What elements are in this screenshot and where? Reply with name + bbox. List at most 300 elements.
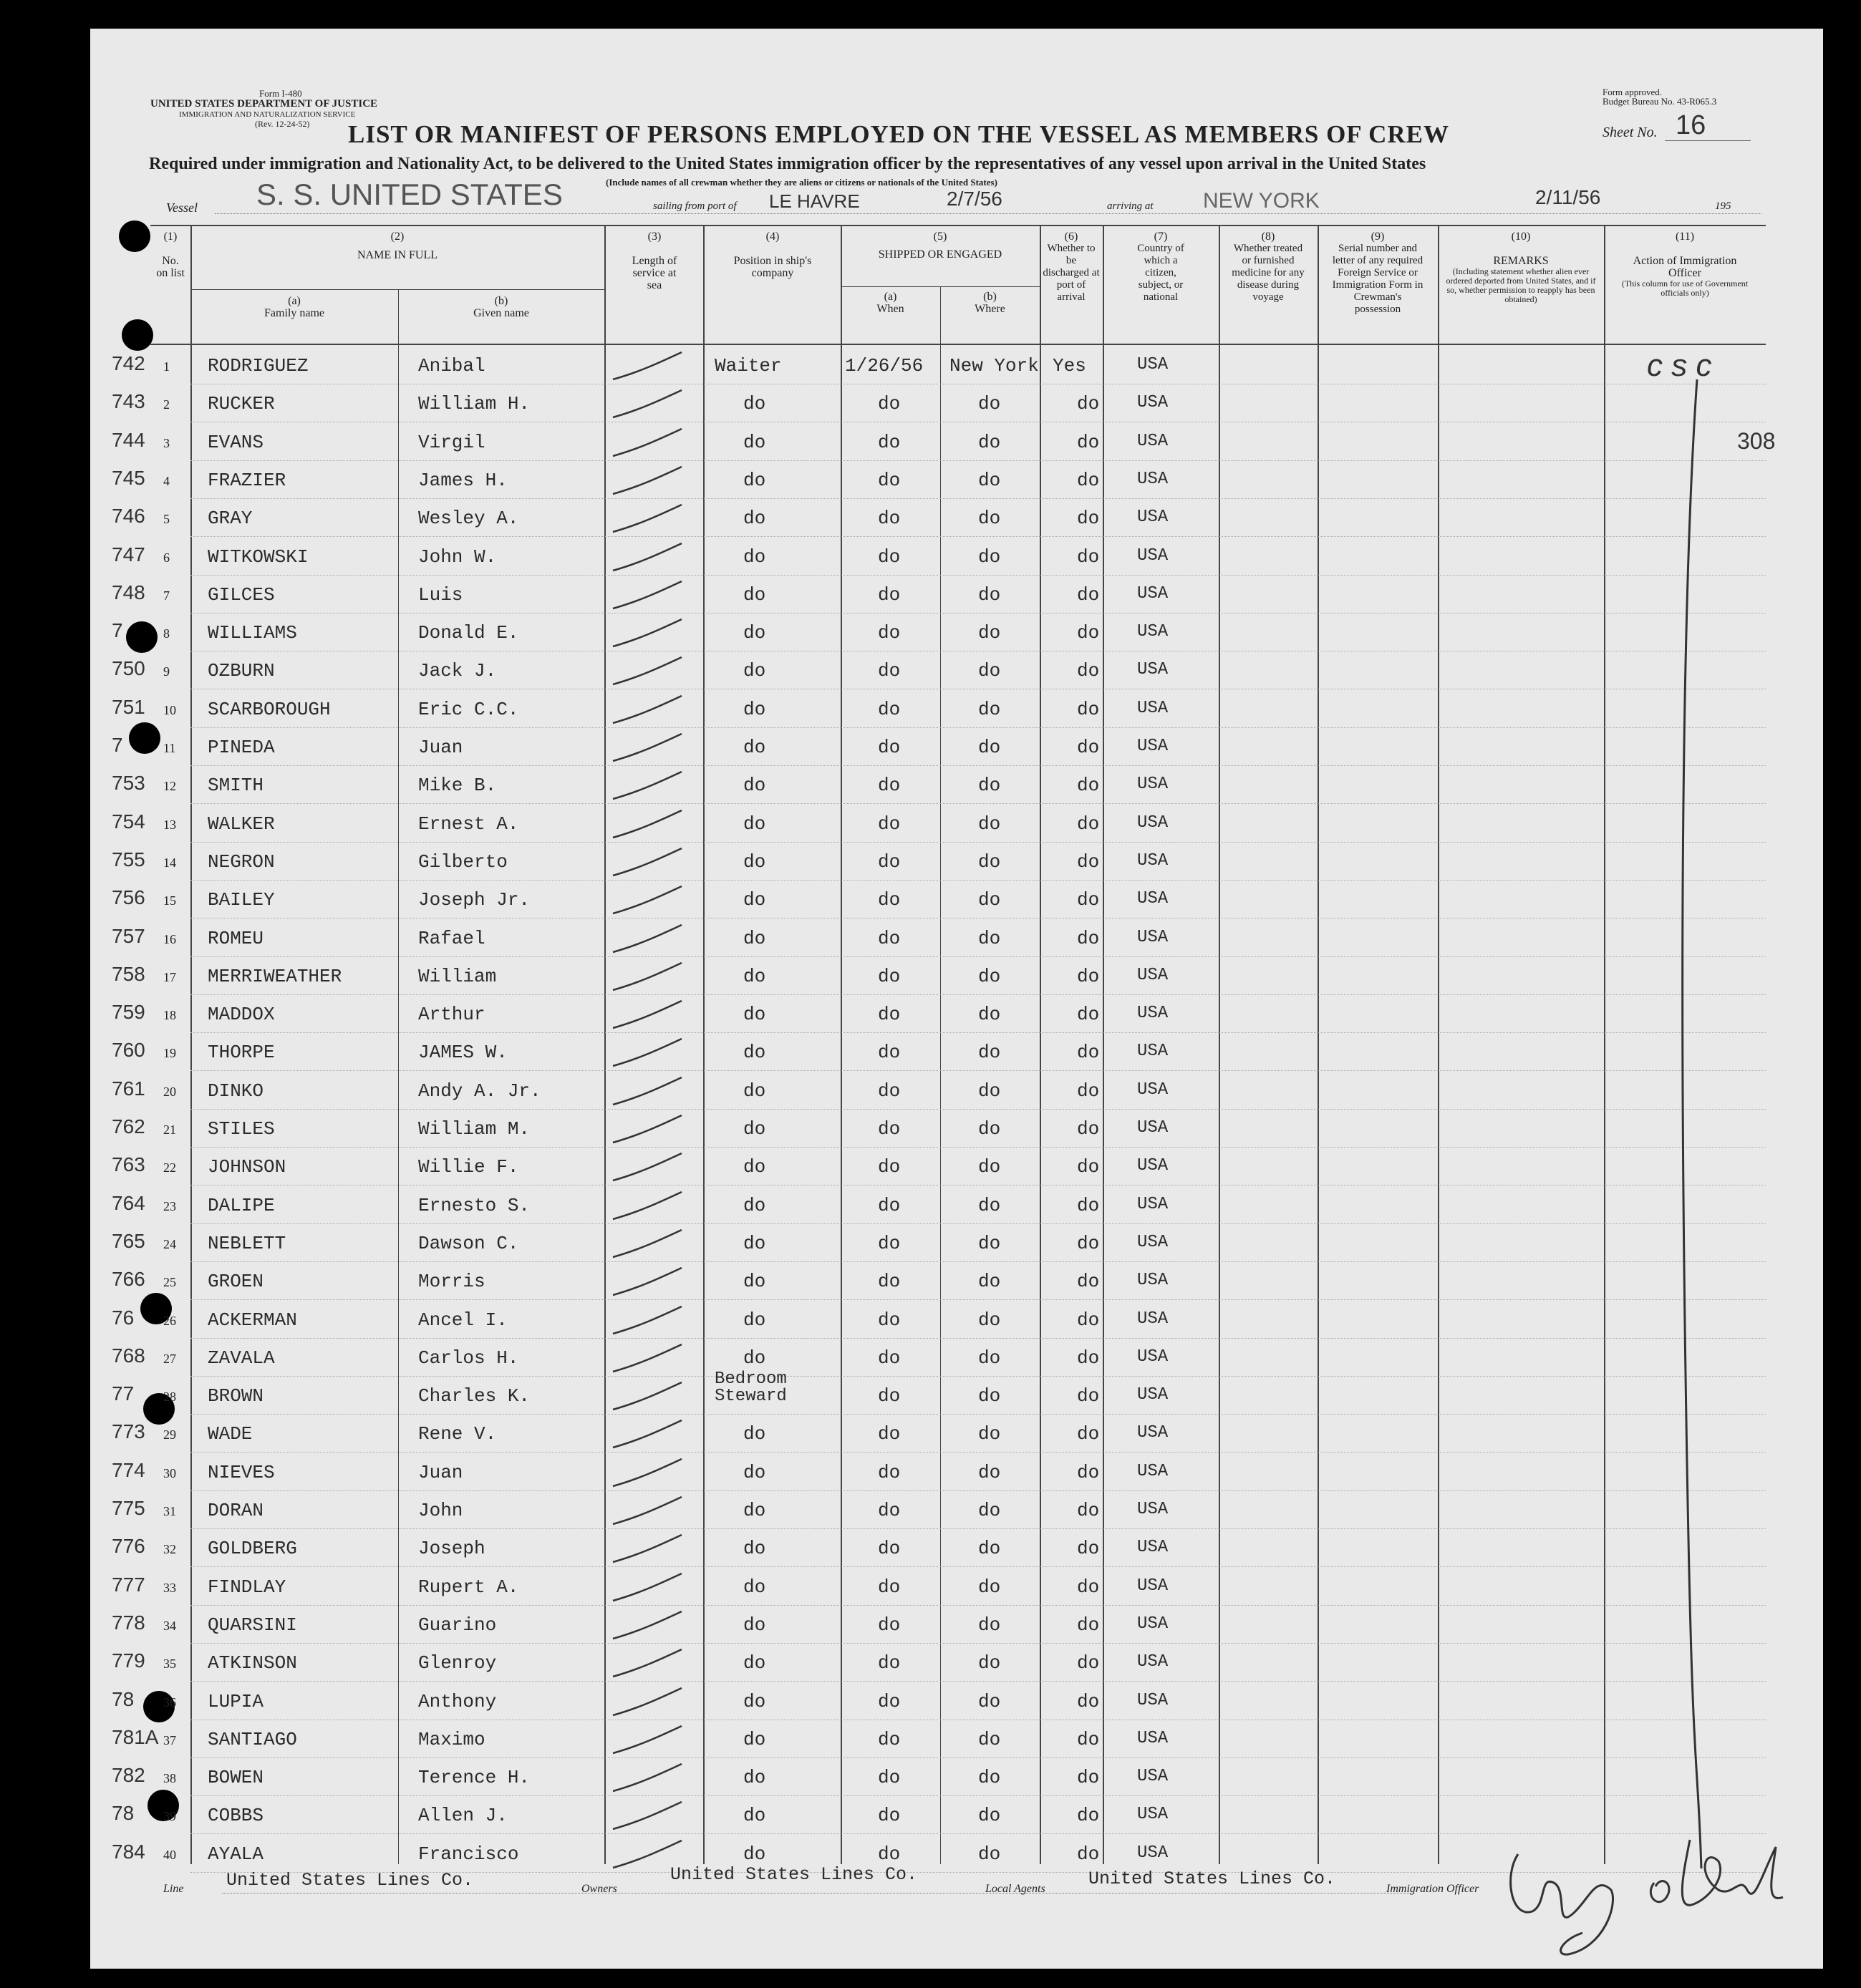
table-row	[0, 1416, 1861, 1454]
country: USA	[1137, 1347, 1169, 1367]
given-name: Ernest A.	[418, 813, 519, 835]
shipped-where: do	[978, 1614, 1001, 1636]
given-name: Gilberto	[418, 851, 508, 873]
position: do	[743, 1805, 766, 1826]
row-number: 30	[163, 1466, 176, 1480]
family-name: SANTIAGO	[208, 1729, 297, 1750]
given-name: Joseph	[418, 1538, 485, 1559]
shipped-where: do	[978, 393, 1001, 414]
col5-header: (5) SHIPPED OR ENGAGED	[878, 231, 1002, 261]
discharged: do	[1077, 813, 1100, 835]
row-number: 27	[163, 1352, 176, 1366]
row-ref-number: 774	[112, 1459, 145, 1481]
row-ref-number: 782	[112, 1764, 145, 1786]
discharged: do	[1077, 1729, 1100, 1750]
table-row	[0, 1607, 1861, 1645]
shipped-where: do	[978, 928, 1001, 949]
position: do	[743, 699, 766, 720]
shipped-when: do	[878, 1271, 901, 1292]
shipped-when: do	[878, 966, 901, 987]
discharged: do	[1077, 584, 1100, 606]
service-dash-mark	[610, 1073, 689, 1109]
position: do	[743, 1538, 766, 1559]
table-header-border	[150, 344, 1766, 345]
row-separator	[190, 1299, 1766, 1300]
row-ref-number: 78	[112, 1802, 135, 1824]
given-name: Rupert A.	[418, 1576, 519, 1598]
shipped-subheader-line	[841, 286, 1040, 287]
row-separator	[190, 1452, 1766, 1453]
budget-bureau: Budget Bureau No. 43-R065.3	[1603, 96, 1717, 107]
service-dash-mark	[610, 1302, 689, 1338]
row-ref-number: 753	[112, 772, 145, 794]
row-separator	[190, 880, 1766, 881]
shipped-when: do	[878, 1767, 901, 1788]
row-separator	[190, 1261, 1766, 1262]
form-number: Form I-480	[259, 88, 302, 99]
row-separator	[190, 1528, 1766, 1529]
service-dash-mark	[610, 1034, 689, 1070]
position: do	[743, 1042, 766, 1063]
given-name: Juan	[418, 737, 463, 758]
shipped-where: do	[978, 1195, 1001, 1216]
family-name: BAILEY	[208, 889, 275, 911]
row-number: 10	[163, 703, 176, 717]
department: UNITED STATES DEPARTMENT OF JUSTICE	[150, 98, 378, 110]
row-ref-number: 773	[112, 1420, 145, 1442]
col2a-header: (a) Family name	[264, 295, 324, 319]
row-ref-number: 751	[112, 696, 145, 718]
agents-label: Local Agents	[985, 1883, 1045, 1895]
position: do	[743, 1080, 766, 1102]
service-dash-mark	[610, 577, 689, 613]
col6-header: (6) Whether to be discharged at port of arrival	[1043, 231, 1100, 303]
shipped-when: do	[878, 775, 901, 796]
row-separator	[190, 1605, 1766, 1606]
row-number: 32	[163, 1542, 176, 1556]
punch-hole	[119, 220, 150, 252]
position: do	[743, 851, 766, 873]
country: USA	[1137, 1843, 1169, 1863]
shipped-when: do	[878, 889, 901, 911]
discharged: do	[1077, 470, 1100, 491]
shipped-when: do	[878, 699, 901, 720]
table-row	[0, 348, 1861, 386]
row-number: 40	[163, 1848, 176, 1862]
sheet-number: 16	[1676, 110, 1706, 140]
sheet-label: Sheet No.	[1603, 125, 1658, 140]
shipped-where: do	[978, 546, 1001, 568]
family-name: EVANS	[208, 432, 264, 453]
given-name: Willie F.	[418, 1156, 519, 1178]
row-number: 14	[163, 855, 176, 870]
col2-header: (2) NAME IN FULL	[357, 231, 438, 261]
shipped-where: do	[978, 1423, 1001, 1445]
country: USA	[1137, 1195, 1169, 1214]
position: do	[743, 622, 766, 644]
name-subheader-line	[190, 289, 604, 290]
col8-header: (8) Whether treated or furnished medicine for any disease during voyage	[1232, 231, 1305, 303]
row-number: 36	[163, 1695, 176, 1710]
position: do	[743, 660, 766, 682]
position: do	[743, 584, 766, 606]
discharged: do	[1077, 1652, 1100, 1674]
shipped-where: do	[978, 1805, 1001, 1826]
table-row	[0, 882, 1861, 920]
discharged: do	[1077, 660, 1100, 682]
shipped-when: do	[878, 1691, 901, 1712]
shipped-where: do	[978, 1691, 1001, 1712]
given-name: Dawson C.	[418, 1233, 519, 1254]
row-number: 37	[163, 1733, 176, 1747]
row-ref-number: 758	[112, 963, 145, 985]
shipped-when: do	[878, 1004, 901, 1025]
country: USA	[1137, 1004, 1169, 1023]
row-ref-number: 77	[112, 1382, 135, 1405]
owners-label: Owners	[581, 1883, 617, 1895]
row-number: 16	[163, 932, 176, 946]
table-row	[0, 1226, 1861, 1264]
shipped-where: do	[978, 1462, 1001, 1483]
col3-header: (3) Length of service at sea	[632, 231, 677, 291]
shipped-where: do	[978, 699, 1001, 720]
shipped-where: do	[978, 889, 1001, 911]
table-row	[0, 767, 1861, 805]
family-name: WILLIAMS	[208, 622, 297, 644]
include-note: (Include names of all crewman whether they are aliens or citizens or nationals of the United States)	[606, 177, 997, 188]
discharged: do	[1077, 546, 1100, 568]
country: USA	[1137, 622, 1169, 641]
table-row	[0, 500, 1861, 538]
discharged: do	[1077, 889, 1100, 911]
shipped-when: do	[878, 1042, 901, 1063]
table-row	[0, 806, 1861, 844]
service: IMMIGRATION AND NATURALIZATION SERVICE	[179, 110, 356, 119]
table-row	[0, 1340, 1861, 1378]
family-name: DORAN	[208, 1500, 264, 1521]
service-dash-mark	[610, 425, 689, 460]
service-dash-mark	[610, 844, 689, 880]
discharged: do	[1077, 393, 1100, 414]
shipped-when: do	[878, 928, 901, 949]
table-row	[0, 921, 1861, 959]
row-ref-number: 755	[112, 848, 145, 871]
footer-line	[222, 1893, 1411, 1894]
family-name: WADE	[208, 1423, 253, 1445]
table-row	[0, 844, 1861, 882]
row-ref-number: 750	[112, 657, 145, 679]
discharged: do	[1077, 1156, 1100, 1178]
vessel-label: Vessel	[166, 200, 198, 215]
row-number: 6	[163, 551, 170, 565]
position: do	[743, 393, 766, 414]
shipped-when: do	[878, 1500, 901, 1521]
family-name: RUCKER	[208, 393, 275, 414]
country: USA	[1137, 432, 1169, 451]
arriving-date: 2/11/56	[1535, 186, 1601, 208]
given-name: John W.	[418, 546, 497, 568]
table-row	[0, 1264, 1861, 1301]
shipped-where: do	[978, 1156, 1001, 1178]
line-value: United States Lines Co.	[226, 1870, 474, 1891]
family-name: ZAVALA	[208, 1347, 275, 1369]
given-name: Morris	[418, 1271, 485, 1292]
shipped-when: do	[878, 1309, 901, 1331]
table-row	[0, 1493, 1861, 1531]
discharged: do	[1077, 1805, 1100, 1826]
given-name: Virgil	[418, 432, 485, 453]
discharged: do	[1077, 1691, 1100, 1712]
table-row	[0, 997, 1861, 1034]
given-name: Allen J.	[418, 1805, 508, 1826]
row-separator	[190, 1795, 1766, 1796]
row-ref-number: 781A	[112, 1726, 159, 1748]
service-dash-mark	[610, 348, 689, 384]
discharged: do	[1077, 1538, 1100, 1559]
discharged: do	[1077, 851, 1100, 873]
table-row	[0, 692, 1861, 729]
row-ref-number: 784	[112, 1841, 145, 1863]
discharged: do	[1077, 1309, 1100, 1331]
shipped-when: do	[878, 622, 901, 644]
shipped-when: do	[878, 1576, 901, 1598]
discharged: do	[1077, 775, 1100, 796]
family-name: MERRIWEATHER	[208, 966, 342, 987]
family-name: GILCES	[208, 584, 275, 606]
discharged: do	[1077, 1195, 1100, 1216]
discharged: do	[1077, 1843, 1100, 1865]
shipped-when: do	[878, 1805, 901, 1826]
country: USA	[1137, 1576, 1169, 1596]
shipped-where: do	[978, 1385, 1001, 1407]
given-name: Eric C.C.	[418, 699, 519, 720]
table-row	[0, 729, 1861, 767]
table-row	[0, 1722, 1861, 1760]
table-row	[0, 1569, 1861, 1607]
row-ref-number: 744	[112, 429, 145, 451]
shipped-when: do	[878, 1843, 901, 1865]
shipped-when: do	[878, 470, 901, 491]
service-dash-mark	[610, 921, 689, 956]
discharged: do	[1077, 1423, 1100, 1445]
discharged: do	[1077, 928, 1100, 949]
row-ref-number: 764	[112, 1192, 145, 1214]
row-number: 9	[163, 664, 170, 679]
table-row	[0, 539, 1861, 577]
discharged: do	[1077, 432, 1100, 453]
sheet-underline	[1665, 140, 1751, 141]
country: USA	[1137, 1042, 1169, 1061]
sailing-date: 2/7/56	[947, 188, 1002, 210]
given-name: William M.	[418, 1118, 531, 1140]
row-separator	[190, 1223, 1766, 1224]
row-number: 11	[163, 741, 176, 755]
row-separator	[190, 536, 1766, 537]
shipped-when: do	[878, 546, 901, 568]
shipped-where: do	[978, 1118, 1001, 1140]
discharged: do	[1077, 1614, 1100, 1636]
country: USA	[1137, 851, 1169, 871]
position: do	[743, 1729, 766, 1750]
given-name: Wesley A.	[418, 508, 519, 529]
row-number: 34	[163, 1619, 176, 1633]
shipped-when: do	[878, 851, 901, 873]
position: do	[743, 775, 766, 796]
row-number: 35	[163, 1657, 176, 1671]
row-ref-number: 748	[112, 581, 145, 603]
shipped-when: do	[878, 1195, 901, 1216]
row-separator	[190, 613, 1766, 614]
family-name: OZBURN	[208, 660, 275, 682]
shipped-where: do	[978, 1080, 1001, 1102]
subtitle: Required under immigration and Nationality Act, to be delivered to the United States immigration officer by the representatives of any vessel upon arrival in the United States	[149, 155, 1426, 173]
shipped-when: do	[878, 1080, 901, 1102]
discharged: do	[1077, 1118, 1100, 1140]
table-row	[0, 577, 1861, 615]
country: USA	[1137, 1156, 1169, 1175]
year-label: 195	[1715, 200, 1731, 212]
shipped-where: do	[978, 1843, 1001, 1865]
officer-signature	[1489, 1833, 1804, 1962]
row-separator	[190, 1414, 1766, 1415]
given-name: Maximo	[418, 1729, 485, 1750]
shipped-where: do	[978, 851, 1001, 873]
shipped-where: do	[978, 1233, 1001, 1254]
row-number: 1	[163, 359, 170, 374]
shipped-when: do	[878, 1118, 901, 1140]
shipped-where: do	[978, 1729, 1001, 1750]
row-number: 2	[163, 397, 170, 412]
family-name: ATKINSON	[208, 1652, 297, 1674]
country: USA	[1137, 1652, 1169, 1672]
shipped-when: do	[878, 660, 901, 682]
position: do	[743, 889, 766, 911]
row-separator	[190, 994, 1766, 995]
given-name: Glenroy	[418, 1652, 497, 1674]
shipped-where: do	[978, 1576, 1001, 1598]
service-dash-mark	[610, 882, 689, 918]
family-name: NIEVES	[208, 1462, 275, 1483]
table-row	[0, 425, 1861, 462]
discharged: do	[1077, 1233, 1100, 1254]
shipped-where: do	[978, 432, 1001, 453]
discharged: do	[1077, 508, 1100, 529]
arriving-port: NEW YORK	[1203, 189, 1320, 213]
given-name: Carlos H.	[418, 1347, 519, 1369]
shipped-where: do	[978, 1042, 1001, 1063]
given-name: Joseph Jr.	[418, 889, 531, 911]
discharged: do	[1077, 1576, 1100, 1598]
service-dash-mark	[610, 1798, 689, 1833]
given-name: Anthony	[418, 1691, 497, 1712]
country: USA	[1137, 1691, 1169, 1710]
position: Waiter	[715, 355, 782, 377]
row-ref-number: 777	[112, 1574, 145, 1596]
country: USA	[1137, 1500, 1169, 1519]
vessel-line	[215, 213, 1761, 214]
shipped-when: do	[878, 432, 901, 453]
shipped-when: do	[878, 1423, 901, 1445]
punch-hole	[122, 319, 153, 351]
family-name: DINKO	[208, 1080, 264, 1102]
service-dash-mark	[610, 653, 689, 689]
position: do	[743, 966, 766, 987]
family-name: NEBLETT	[208, 1233, 286, 1254]
family-name: DALIPE	[208, 1195, 275, 1216]
row-ref-number: 745	[112, 467, 145, 489]
row-number: 20	[163, 1085, 176, 1099]
row-separator	[190, 1490, 1766, 1491]
vessel-name: S. S. UNITED STATES	[256, 178, 563, 211]
row-ref-number: 778	[112, 1611, 145, 1634]
arriving-label: arriving at	[1107, 200, 1154, 212]
given-name: Terence H.	[418, 1767, 531, 1788]
shipped-where: do	[978, 1271, 1001, 1292]
owners-value: United States Lines Co.	[670, 1864, 918, 1885]
shipped-when: do	[878, 1347, 901, 1369]
discharged: do	[1077, 1004, 1100, 1025]
country: USA	[1137, 966, 1169, 985]
family-name: GROEN	[208, 1271, 264, 1292]
family-name: FRAZIER	[208, 470, 286, 491]
row-number: 22	[163, 1160, 176, 1175]
service-dash-mark	[610, 767, 689, 803]
country: USA	[1137, 393, 1169, 412]
service-dash-mark	[610, 1493, 689, 1528]
row-ref-number: 761	[112, 1077, 145, 1100]
position: do	[743, 1767, 766, 1788]
shipped-where: do	[978, 775, 1001, 796]
position: do	[743, 1423, 766, 1445]
service-dash-mark	[610, 959, 689, 994]
family-name: WALKER	[208, 813, 275, 835]
row-ref-number: 743	[112, 390, 145, 412]
given-name: John	[418, 1500, 463, 1521]
shipped-when: do	[878, 1156, 901, 1178]
shipped-where: New York	[949, 355, 1039, 377]
position: do	[743, 1576, 766, 1598]
country: USA	[1137, 1462, 1169, 1481]
sailing-port: LE HAVRE	[769, 190, 860, 212]
discharged: do	[1077, 1347, 1100, 1369]
row-separator	[190, 803, 1766, 804]
country: USA	[1137, 1538, 1169, 1557]
col9-header: (9) Serial number and letter of any required Foreign Service or Immigration Form in Crewman's possession	[1332, 231, 1423, 315]
shipped-when: do	[878, 1462, 901, 1483]
line-label: Line	[163, 1883, 184, 1895]
family-name: LUPIA	[208, 1691, 264, 1712]
row-number: 33	[163, 1581, 176, 1595]
service-dash-mark	[610, 1684, 689, 1720]
col5b-header: (b) Where	[975, 291, 1005, 315]
country: USA	[1137, 1118, 1169, 1138]
table-row	[0, 1760, 1861, 1798]
shipped-where: do	[978, 1347, 1001, 1369]
country: USA	[1137, 737, 1169, 756]
row-ref-number: 766	[112, 1268, 145, 1290]
shipped-where: do	[978, 584, 1001, 606]
table-row	[0, 462, 1861, 500]
given-name: Francisco	[418, 1843, 519, 1865]
given-name: Ancel I.	[418, 1309, 508, 1331]
row-number: 39	[163, 1809, 176, 1823]
given-name: Ernesto S.	[418, 1195, 531, 1216]
row-ref-number: 757	[112, 925, 145, 947]
service-dash-mark	[610, 1378, 689, 1414]
given-name: William H.	[418, 393, 531, 414]
family-name: GRAY	[208, 508, 253, 529]
row-ref-number: 7	[112, 619, 123, 641]
